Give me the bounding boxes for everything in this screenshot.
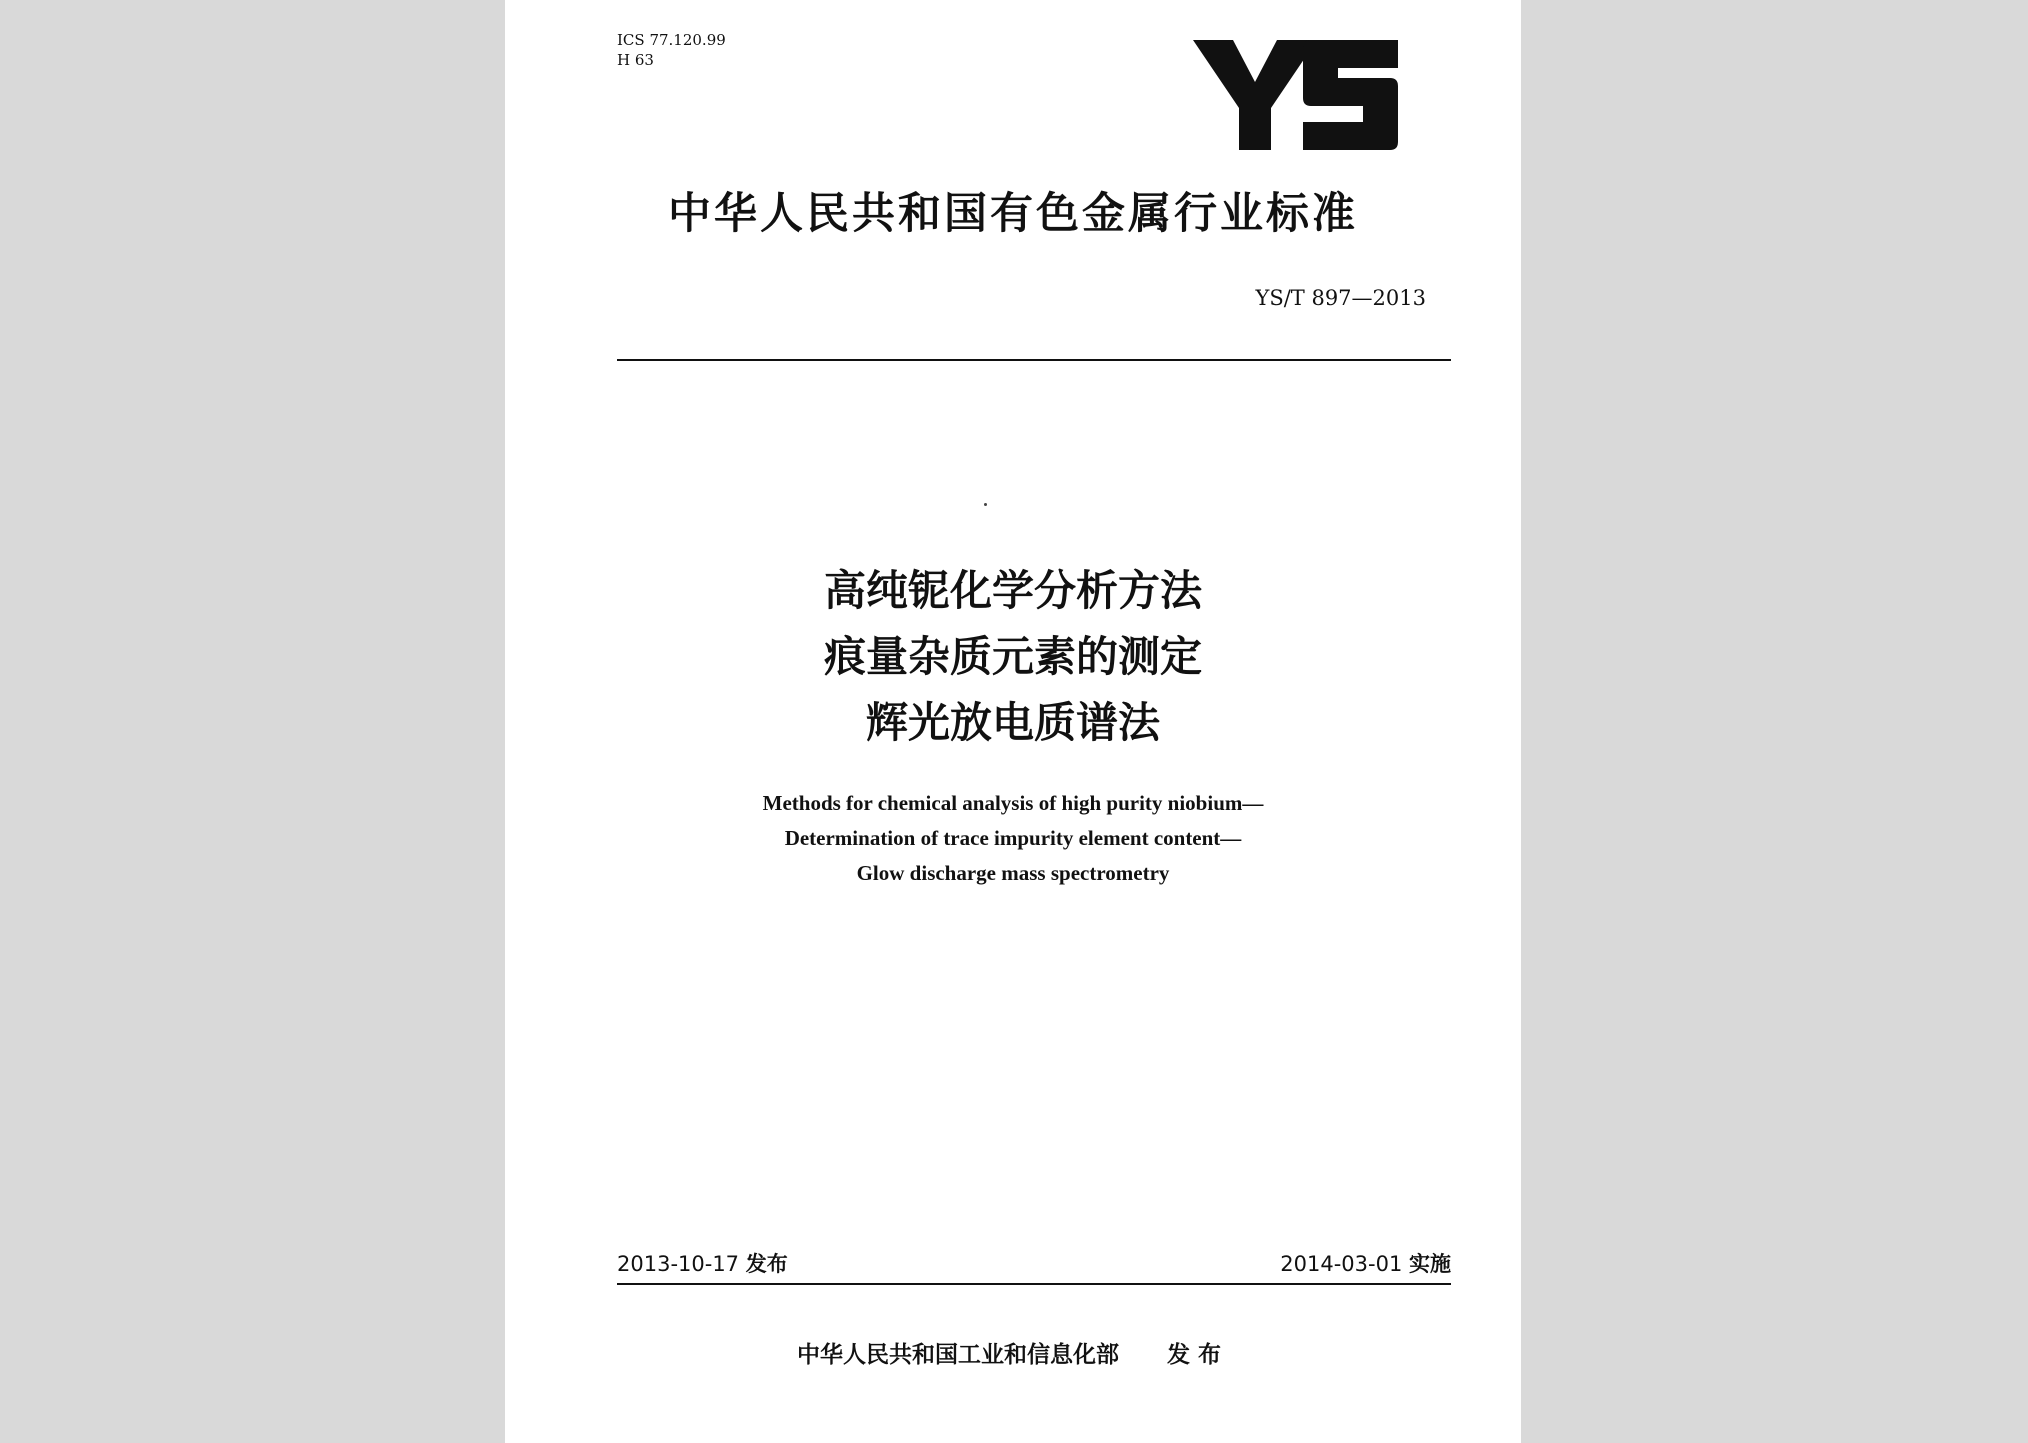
- ys-logo: [1193, 40, 1398, 150]
- ics-code: ICS 77.120.99: [617, 31, 726, 49]
- chinese-title-line-2: 痕量杂质元素的测定: [823, 632, 1202, 681]
- header-divider: [617, 359, 1451, 361]
- scan-speck: [984, 503, 987, 506]
- classification-codes: [617, 30, 726, 70]
- issue-date: 2013-10-17: [617, 1252, 740, 1276]
- english-title-line-2: Determination of trace impurity element content—: [784, 826, 1242, 850]
- english-title: [505, 786, 1521, 891]
- implement-date: 2014-03-01: [1280, 1252, 1403, 1276]
- document-page: [505, 0, 1521, 1443]
- standard-number: YS/T 897—2013: [1255, 286, 1426, 310]
- publish-label: 发布: [1167, 1342, 1229, 1368]
- implement-date-block: [1280, 1248, 1451, 1278]
- chinese-title-line-1: 高纯铌化学分析方法: [823, 566, 1202, 615]
- footer-divider: [617, 1283, 1451, 1285]
- issue-label: 发布: [745, 1252, 788, 1276]
- implement-label: 实施: [1409, 1252, 1451, 1276]
- english-title-line-3: Glow discharge mass spectrometry: [856, 861, 1170, 885]
- ccs-code: H 63: [617, 51, 654, 69]
- organization-title: 中华人民共和国有色金属行业标准: [668, 189, 1358, 239]
- issue-date-block: [617, 1248, 788, 1278]
- publisher-name: 中华人民共和国工业和信息化部: [797, 1342, 1119, 1368]
- chinese-title-line-3: 辉光放电质谱法: [865, 698, 1160, 747]
- publisher-line: [505, 1336, 1521, 1369]
- chinese-title: [505, 558, 1521, 756]
- english-title-line-1: Methods for chemical analysis of high purity niobium—: [762, 791, 1264, 815]
